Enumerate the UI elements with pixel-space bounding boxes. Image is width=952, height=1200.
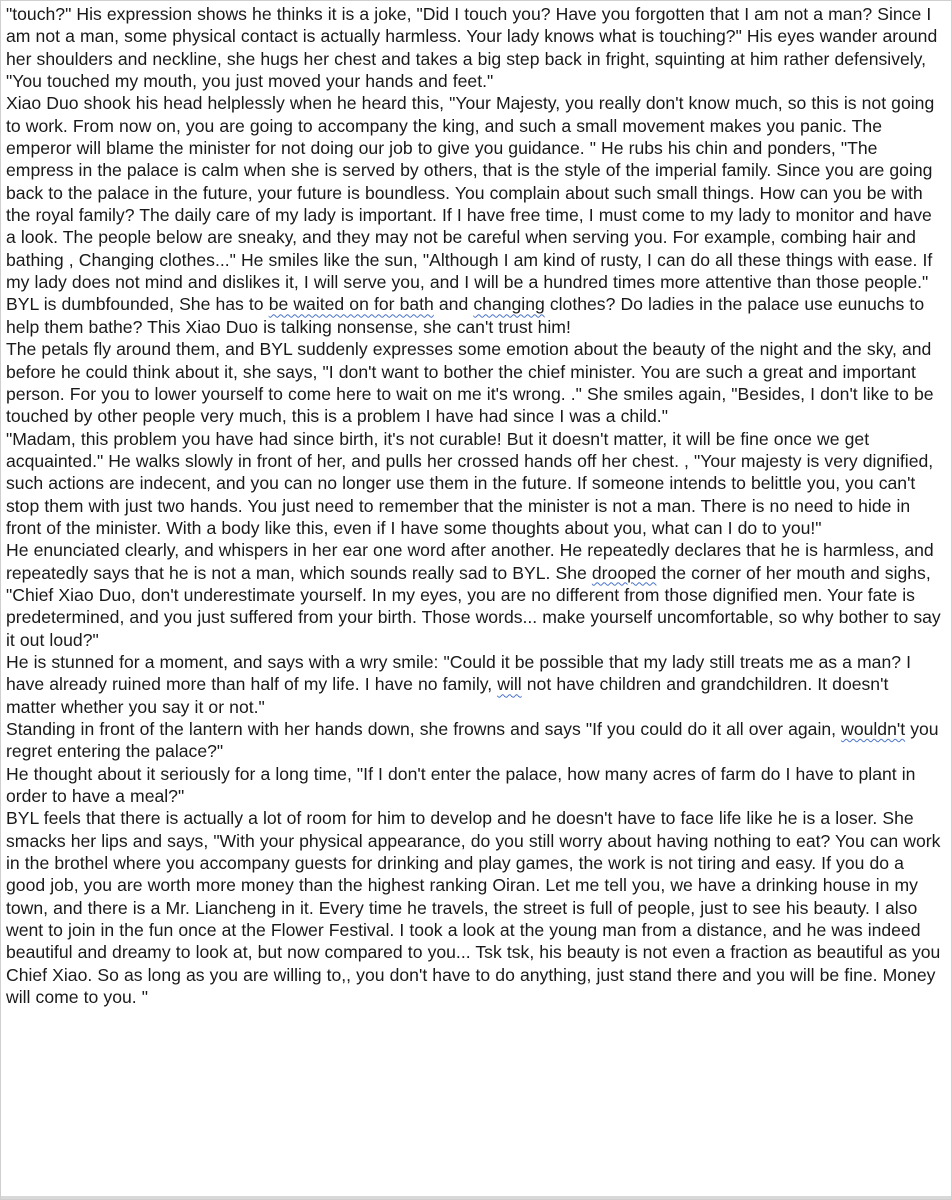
spellcheck-underline[interactable]: changing [473,294,545,315]
paragraph-6-text-b: the corner of her mouth and sighs, "Chief Xiao Duo, don't underestimate yourself. In my eyes, you are no different from those dignified men. Your fate is predetermined, and you just suffered from your birth. Those words... make yourself uncomfortable, so why bother to say it out loud?" [6,562,941,650]
paragraph-3-text-c: clothes? Do ladies in the palace use eunuchs to help them bathe? This Xiao Duo is talking nonsense, she can't trust him! [6,294,925,337]
paragraph-3-text-b: and [433,294,474,315]
paragraph-5: "Madam, this problem you have had since birth, it's not curable! But it doesn't matter, it will be fine once we get acquainted." He walks slowly in front of her, and pulls her crossed hands off her chest. , "Your majesty is very dignified, such actions are indecent, and you can no longer use them in the future. If someone intends to belittle you, you can't stop them with just two hands. You just need to remember that the minister is not a man. There is no need to hide in front of the minister. With a body like this, even if I have some thoughts about you, what can I do to you!" [6,428,934,538]
spellcheck-underline[interactable]: will [497,674,522,695]
spellcheck-underline[interactable]: wouldn't [841,719,906,739]
paragraph-9: He thought about it seriously for a long time, "If I don't enter the palace, how many acres of farm do I have to plant in order to have a meal?" [6,763,916,807]
paragraph-8-text-a: Standing in front of the lantern with her hands down, she frowns and says "If you could do it all over again, [6,719,842,739]
paragraph-1: "touch?" His expression shows he thinks it is a joke, "Did I touch you? Have you forgotten that I am not a man? Since I am not a man, some physical contact is actually harmless. Your lady knows what is touching?" His eyes wander around her shoulders and neckline, she hugs her chest and takes a big step back in fright, squinting at him rather defensively, "You touched my mouth, you just moved your hands and feet." [6,4,938,92]
paragraph-8-text-b: you regret entering the palace?" [6,719,939,762]
paragraph-6-text-a: He enunciated clearly, and whispers in her ear one word after another. He repeatedly declares that he is harmless, and repeatedly says that he is not a man, which sounds really sad to BYL. She [6,540,934,583]
paragraph-2: Xiao Duo shook his head helplessly when he heard this, "Your Majesty, you really don't know much, so this is not going to work. From now on, you are going to accompany the king, and such a small movement makes you panic. The emperor will blame the minister for not doing our job to give you guidance. " He rubs his chin and ponders, "The empress in the palace is calm when she is served by others, that is the style of the imperial family. Since you are going back to the palace in the future, your future is boundless. You complain about such small things. How can you be with the royal family? The daily care of my lady is important. If I have free time, I must come to my lady to monitor and have a look. The people below are sneaky, and they may not be careful when serving you. For example, combing hair and bathing , Changing clothes..." He smiles like the sun, "Although I am kind of rusty, I can do all these things with ease. If my lady does not mind and dislikes it, I will serve you, and I will be a hundred times more attentive than those people." [6,93,935,293]
paragraph-8 [6,718,943,763]
spellcheck-underline[interactable]: drooped [591,562,657,583]
paragraph-10: BYL feels that there is actually a lot of room for him to develop and he doesn't have to face life like he is a loser. She smacks her lips and says, "With your physical appearance, do you still worry about having nothing to eat? You can work in the brothel where you accompany guests for drinking and play games, the work is not tiring and easy. If you do a good job, you are worth more money than the highest ranking Oiran. Let me tell you, we have a drinking house in my town, and there is a Mr. Liancheng in it. Every time he travels, the street is full of people, just to see his beauty. I also went to join in the fun once at the Flower Festival. I took a look at the young man from a distance, and he was indeed beautiful and dreamy to look at, but now compared to you... Tsk tsk, his beauty is not even a fraction as beautiful as you Chief Xiao. So as long as you are willing to,, you don't have to do anything, just stand there and you will be fine. Money will come to you. " [6,808,941,1008]
paragraph-6 [6,539,943,651]
paragraph-7-text-a: He is stunned for a moment, and says with a wry smile: "Could it be possible that my lady still treats me as a man? I have already ruined more than half of my life. I have no family, [6,651,911,695]
page-bottom-edge [1,1196,952,1199]
paragraph-4: The petals fly around them, and BYL suddenly expresses some emotion about the beauty of the night and the sky, and before he could think about it, she says, "I don't want to bother the chief minister. You are such a great and important person. For you to lower yourself to come here to wait on me it's wrong. ." She smiles again, "Besides, I don't like to be touched by other people very much, this is a problem I have had since I was a child." [6,339,934,427]
paragraph-7-text-b: not have children and grandchildren. It doesn't matter whether you say it or not." [6,674,889,717]
paragraph-7 [6,651,943,718]
spellcheck-underline[interactable]: be waited on for bath [268,294,434,315]
paragraph-3 [6,293,943,338]
paragraph-3-text-a: BYL is dumbfounded, She has to [6,294,269,315]
